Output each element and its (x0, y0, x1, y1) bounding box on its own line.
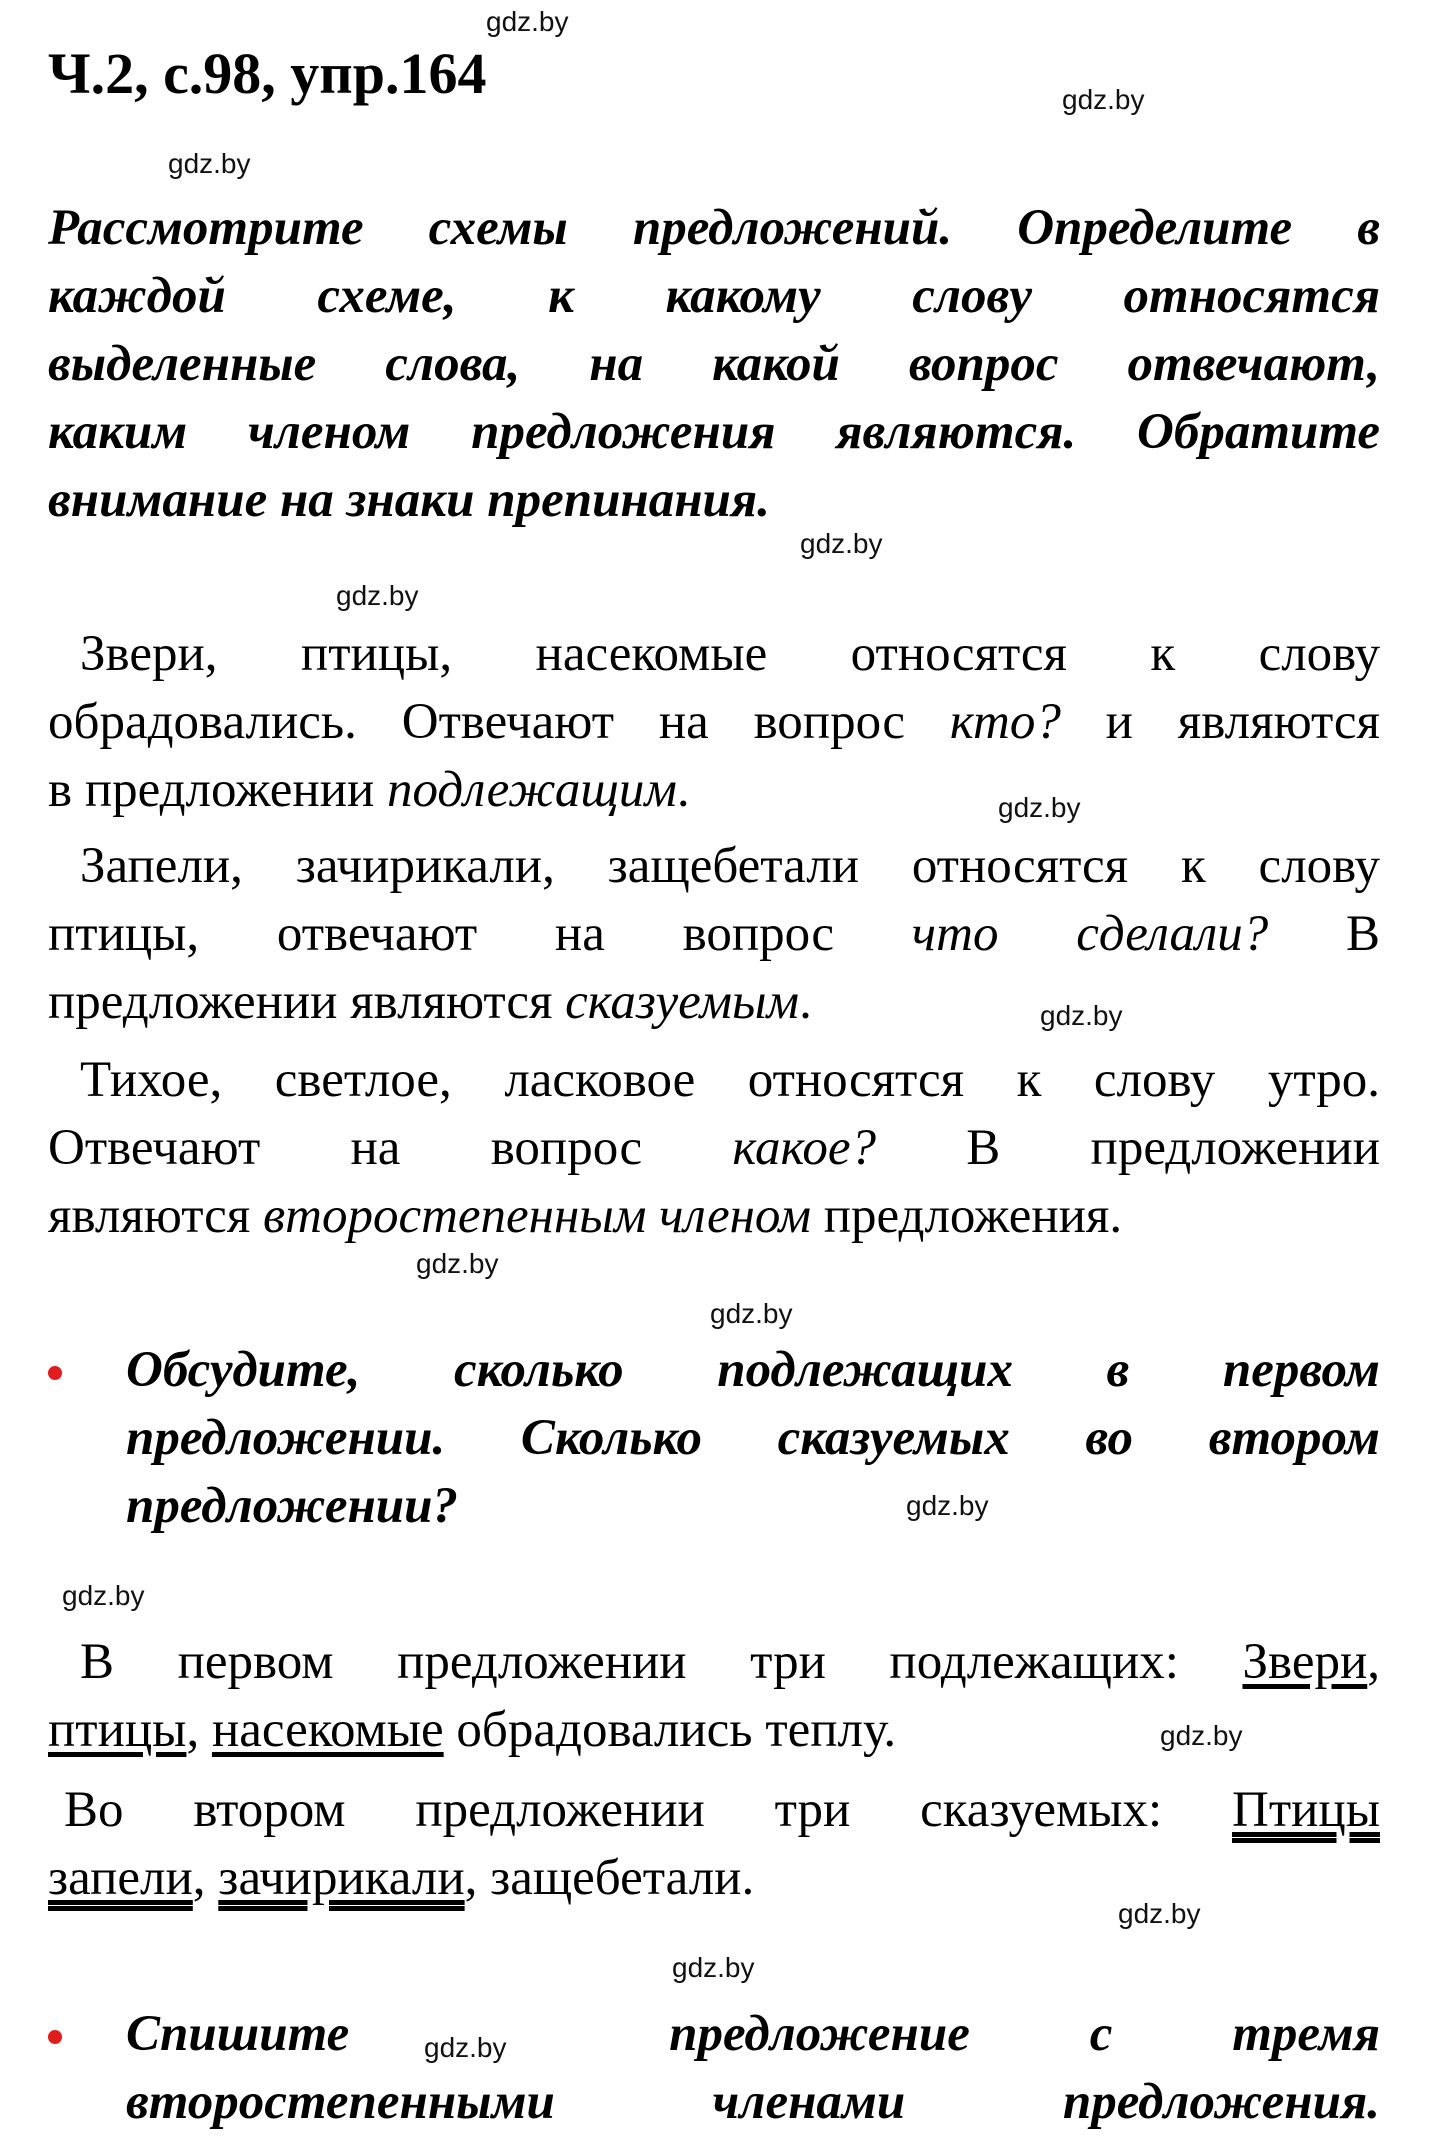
task-line: Рассмотрите схемы предложений. Определите в (48, 200, 1380, 256)
watermark: gdz.by (424, 2032, 507, 2063)
watermark: gdz.by (1118, 1898, 1201, 1929)
task-text (48, 194, 1380, 534)
predicate-word: Птицы (1232, 1782, 1380, 1838)
answer-line: предложении являются сказуемым. (48, 974, 812, 1030)
answer-line: В первом предложении три подлежащих: Звери, (80, 1634, 1380, 1690)
predicate-word: зачирикали (218, 1850, 465, 1906)
page-title: Ч.2, с.98, упр.164 (48, 41, 487, 106)
answer-line: Во втором предложении три сказуемых: Птицы (64, 1782, 1380, 1838)
task-line: второстепенными членами предложения. (126, 2074, 1380, 2130)
subject-word: насекомые (211, 1702, 444, 1758)
task-line: выделенные слова, на какой вопрос отвечают, (48, 336, 1380, 392)
task-line: предложении. Сколько сказуемых во втором (126, 1410, 1380, 1466)
watermark: gdz.by (672, 1952, 755, 1983)
watermark: gdz.by (710, 1298, 793, 1329)
answer-line: Тихое, светлое, ласковое относятся к слову утро. (80, 1052, 1380, 1108)
answer-paragraph-1 (48, 620, 1380, 824)
answer-line: обрадовались. Отвечают на вопрос кто? и являются (48, 694, 1381, 750)
answer-line: птицы, насекомые обрадовались теплу. (48, 1702, 897, 1758)
watermark: gdz.by (416, 1248, 499, 1279)
answer-paragraph-2 (48, 832, 1380, 1036)
task-line: предложении? (126, 1478, 458, 1534)
bullet-task-1 (126, 1336, 1380, 1540)
task-line: внимание на знаки препинания. (48, 472, 770, 528)
watermark: gdz.by (1160, 1720, 1243, 1751)
watermark: gdz.by (1062, 84, 1145, 115)
watermark: gdz.by (906, 1490, 989, 1521)
watermark: gdz.by (800, 528, 883, 559)
bullet-task-2 (126, 2000, 1380, 2136)
answer-paragraph-3 (48, 1046, 1380, 1250)
answer-line: птицы, отвечают на вопрос что сделали? В (48, 906, 1380, 962)
task-line: каким членом предложения являются. Обратите (48, 404, 1380, 460)
predicate-word: запели (48, 1850, 193, 1906)
bullet-icon (48, 1366, 62, 1380)
watermark: gdz.by (1040, 1000, 1123, 1031)
watermark: gdz.by (336, 580, 419, 611)
answer-line: являются второстепенным членом предложения. (48, 1188, 1123, 1244)
watermark: gdz.by (168, 148, 251, 179)
subject-word: птицы (48, 1702, 187, 1758)
subject-word: Звери (1242, 1634, 1368, 1690)
answer-line: Отвечают на вопрос какое? В предложении (48, 1120, 1380, 1176)
answer-paragraph-5 (48, 1776, 1380, 1912)
watermark: gdz.by (486, 6, 569, 37)
answer-line: в предложении подлежащим. (48, 762, 690, 818)
answer-line: Запели, зачирикали, защебетали относятся к слову (80, 838, 1380, 894)
answer-line: запели, зачирикали, защебетали. (48, 1850, 755, 1906)
task-line: каждой схеме, к какому слову относятся (48, 268, 1380, 324)
watermark: gdz.by (998, 792, 1081, 823)
answer-paragraph-4 (48, 1628, 1380, 1764)
task-line: Спишите предложение с тремя (126, 2006, 1380, 2062)
task-line: Обсудите, сколько подлежащих в первом (126, 1342, 1380, 1398)
answer-line: Звери, птицы, насекомые относятся к слову (80, 626, 1380, 682)
bullet-icon (48, 2030, 62, 2044)
watermark: gdz.by (62, 1580, 145, 1611)
